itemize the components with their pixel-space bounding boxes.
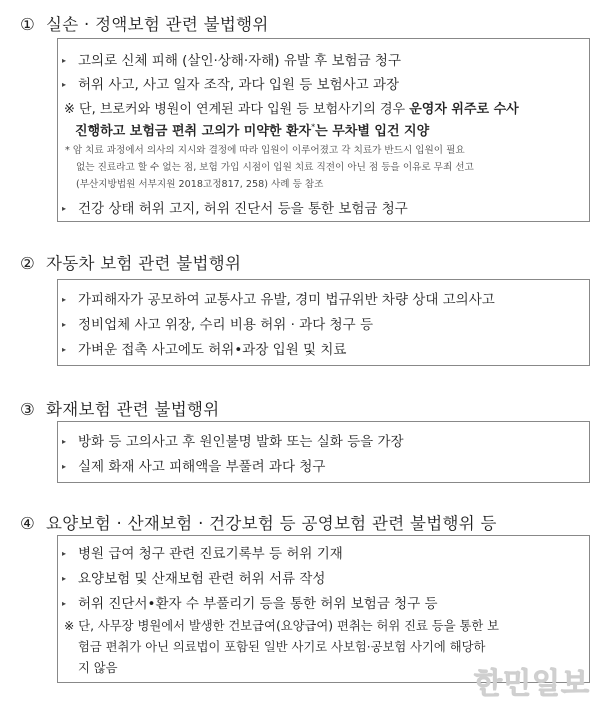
section-4-note-line-3: 지 않음 <box>78 661 118 675</box>
section-2-title <box>20 250 241 274</box>
section-1-number: ① <box>20 15 36 34</box>
list-item: ▸ 가피해자가 공모하여 교통사고 유발, 경미 법규위반 차량 상대 고의사고 <box>62 292 495 308</box>
bullet-icon: ▸ <box>62 204 67 213</box>
list-item: ▸ 방화 등 고의사고 후 원인불명 발화 또는 실화 등을 가장 <box>62 434 404 450</box>
bullet-icon: ▸ <box>62 295 67 304</box>
section-1-title <box>20 11 269 35</box>
list-item: ▸ 건강 상태 허위 고지, 허위 진단서 등을 통한 보험금 청구 <box>62 201 408 217</box>
list-item: ▸ 요양보험 및 산재보험 관련 허위 서류 작성 <box>62 571 326 587</box>
section-1-note-line-2: 진행하고 보험금 편취 고의가 미약한 환자*는 무차별 입건 지양 <box>75 122 430 139</box>
section-4-number: ④ <box>20 514 36 533</box>
bullet-icon: ▸ <box>62 437 67 446</box>
list-item: ▸ 고의로 신체 피해 (살인·상해·자해) 유발 후 보험금 청구 <box>62 53 402 69</box>
section-1-box <box>57 38 590 222</box>
list-item: ▸ 허위 사고, 사고 일자 조작, 과다 입원 등 보험사고 과장 <box>62 77 400 93</box>
section-4-title-text: 요양보험 · 산재보험 · 건강보험 등 공영보험 관련 불법행위 등 <box>46 514 497 533</box>
bullet-icon: ▸ <box>62 320 67 329</box>
bullet-icon: ▸ <box>62 549 67 558</box>
section-1-title-text: 실손 · 정액보험 관련 불법행위 <box>46 15 269 34</box>
section-4-note-line-2: 험금 편취가 아닌 의료법이 포함된 일반 사기로 사보험·공보험 사기에 해당하 <box>78 640 486 654</box>
section-4-note-line-1: ※ 단, 사무장 병원에서 발생한 건보급여(요양급여) 편취는 허위 진료 등을 통한 보 <box>64 619 500 633</box>
section-1-subnote-line-2: 없는 진료라고 할 수 없는 점, 보험 가입 시점이 입원 치료 직전이 아닌 점 등을 이유로 무죄 선고 <box>76 162 474 173</box>
list-item: ▸ 가벼운 접촉 사고에도 허위•과장 입원 및 치료 <box>62 342 347 358</box>
section-2-box <box>57 279 590 366</box>
bullet-icon: ▸ <box>62 462 67 471</box>
watermark-logo: 한민일보 <box>474 666 591 700</box>
bullet-icon: ▸ <box>62 599 67 608</box>
section-2-title-text: 자동차 보험 관련 불법행위 <box>46 254 242 273</box>
list-item: ▸ 허위 진단서•환자 수 부풀리기 등을 통한 허위 보험금 청구 등 <box>62 596 438 612</box>
bullet-icon: ▸ <box>62 574 67 583</box>
list-item: ▸ 실제 화재 사고 피해액을 부풀려 과다 청구 <box>62 459 326 475</box>
section-3-box <box>57 421 590 483</box>
section-2-number: ② <box>20 254 36 273</box>
bullet-icon: ▸ <box>62 345 67 354</box>
section-4-title <box>20 510 497 534</box>
section-1-subnote-line-1: * 암 치료 과정에서 의사의 지시와 결정에 따라 입원이 이루어졌고 각 치료가 반드시 입원이 필요 <box>65 145 465 156</box>
section-3-title <box>20 396 219 420</box>
section-1-subnote-line-3: (부산지방법원 서부지원 2018고정817, 258) 사례 등 참조 <box>76 179 324 190</box>
bullet-icon: ▸ <box>62 56 67 65</box>
list-item: ▸ 병원 급여 청구 관련 진료기록부 등 허위 기재 <box>62 546 343 562</box>
bullet-icon: ▸ <box>62 80 67 89</box>
note-mark: ※ <box>64 102 75 117</box>
section-1-note-line-1: ※ 단, 브로커와 병원이 연계된 과다 입원 등 보험사기의 경우 운영자 위주로 수사 <box>64 102 519 117</box>
section-3-number: ③ <box>20 400 36 419</box>
section-3-title-text: 화재보험 관련 불법행위 <box>46 400 220 419</box>
list-item: ▸ 정비업체 사고 위장, 수리 비용 허위 · 과다 청구 등 <box>62 317 373 333</box>
